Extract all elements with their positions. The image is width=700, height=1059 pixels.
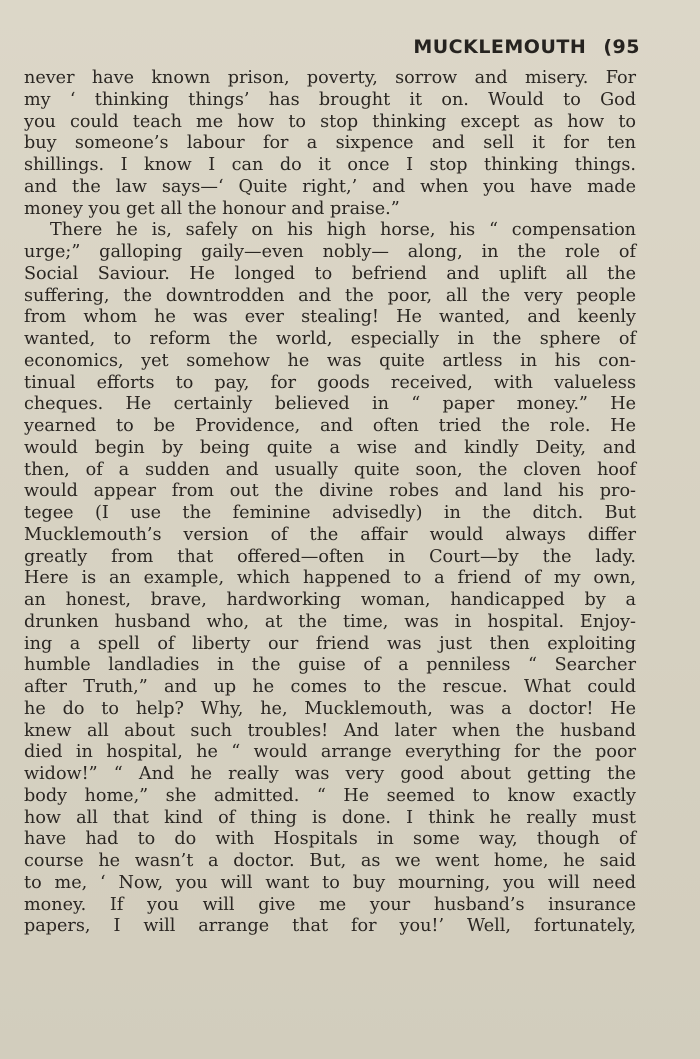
text-line: to me, ‘ Now, you will want to buy mourning, you will need: [24, 872, 636, 893]
text-line: would begin by being quite a wise and kindly Deity, and: [24, 437, 636, 458]
text-line: economics, yet somehow he was quite artless in his con-: [24, 350, 636, 371]
text-line: knew all about such troubles! And later when the husband: [24, 720, 636, 741]
text-line: Here is an example, which happened to a friend of my own,: [24, 568, 636, 589]
text-line: Social Saviour. He longed to befriend and uplift all the: [24, 263, 636, 284]
text-line: he do to help? Why, he, Mucklemouth, was a doctor! He: [24, 698, 636, 719]
text-line: died in hospital, he “ would arrange everything for the poor: [24, 742, 636, 763]
text-line: money. If you will give me your husband’s insurance: [24, 894, 636, 915]
text-line: Mucklemouth’s version of the affair would always differ: [24, 524, 636, 545]
text-line: have had to do with Hospitals in some way, though of: [24, 829, 636, 850]
text-line: papers, I will arrange that for you!’ Well, fortunately,: [24, 916, 636, 937]
text-line: then, of a sudden and usually quite soon, the cloven hoof: [24, 459, 636, 480]
text-line: widow!” “ And he really was very good about getting the: [24, 764, 636, 784]
body-text: [24, 68, 636, 938]
text-line: wanted, to reform the world, especially in the sphere of: [24, 329, 636, 349]
text-line: would appear from out the divine robes and land his pro-: [24, 481, 636, 502]
text-line: cheques. He certainly believed in “ paper money.” He: [24, 394, 636, 415]
text-line: my ‘ thinking things’ has brought it on. Would to God: [24, 89, 636, 110]
running-title: MUCKLEMOUTH: [413, 36, 587, 58]
text-line: tinual efforts to pay, for goods received, with valueless: [24, 372, 636, 393]
text-line: from whom he was ever stealing! He wanted, and keenly: [24, 307, 636, 328]
text-line: humble landladies in the guise of a penniless “ Searcher: [24, 655, 636, 676]
text-line: how all that kind of thing is done. I think he really must: [24, 807, 636, 828]
text-line: tegee (I use the feminine advisedly) in the ditch. But: [24, 503, 636, 523]
text-line: after Truth,” and up he comes to the rescue. What could: [24, 677, 636, 697]
paragraph-start-line: There he is, safely on his high horse, his “ compensation: [50, 220, 636, 241]
text-line: suffering, the downtrodden and the poor, all the very people: [24, 285, 636, 306]
text-line: urge;” galloping gaily—even nobly— along, in the role of: [24, 242, 636, 262]
text-line: an honest, brave, hardworking woman, handicapped by a: [24, 590, 636, 610]
text-line: buy someone’s labour for a sixpence and sell it for ten: [24, 133, 636, 154]
text-line: shillings. I know I can do it once I stop thinking things.: [24, 155, 636, 175]
text-line: and the law says—‘ Quite right,’ and when you have made: [24, 176, 636, 197]
text-line: yearned to be Providence, and often tried the role. He: [24, 416, 636, 436]
text-line: money you get all the honour and praise.”: [24, 198, 400, 219]
text-line: course he wasn’t a doctor. But, as we went home, he said: [24, 851, 636, 871]
text-line: greatly from that offered—often in Court—by the lady.: [24, 546, 636, 567]
text-line: body home,” she admitted. “ He seemed to know exactly: [24, 785, 636, 806]
page-number: (95: [603, 36, 640, 58]
text-line: drunken husband who, at the time, was in hospital. Enjoy-: [24, 611, 636, 632]
text-line: never have known prison, poverty, sorrow and misery. For: [24, 68, 636, 88]
text-line: ing a spell of liberty our friend was just then exploiting: [24, 633, 636, 654]
running-head: [413, 36, 640, 58]
text-line: you could teach me how to stop thinking except as how to: [24, 111, 636, 132]
